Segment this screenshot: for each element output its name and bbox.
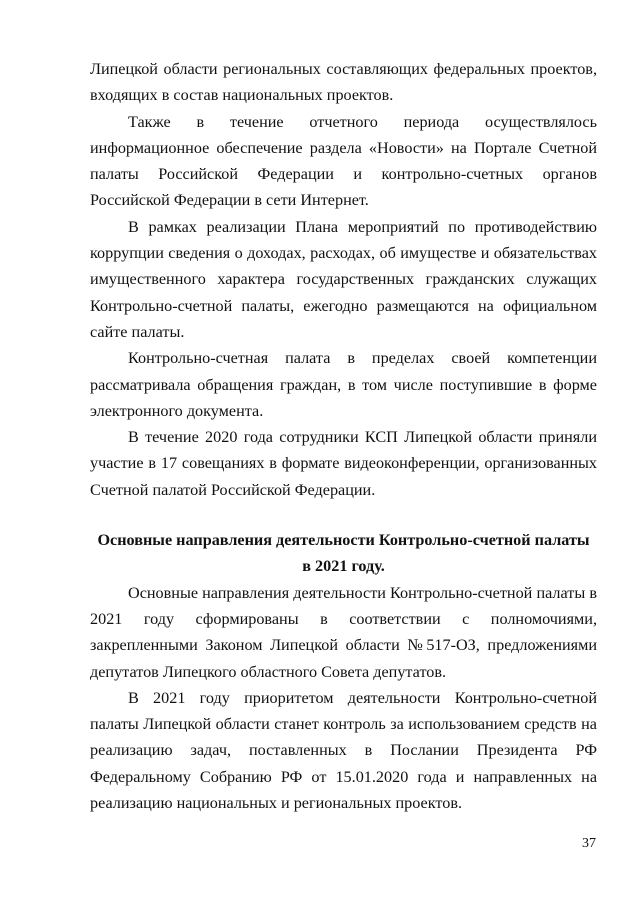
section-heading-line2: в 2021 году.: [302, 557, 385, 576]
section-heading-line1: Основные направления деятельности Контрольно-счетной палаты: [97, 531, 590, 550]
section-heading: [90, 527, 597, 580]
paragraph-main-directions: Основные направления деятельности Контрольно-счетной палаты в 2021 году сформированы в соответствии с полномочиями, закрепленными Законом Липецкой области №517-ОЗ, предложениями депутатов Липецкого областного Совета депутатов.: [90, 583, 597, 681]
paragraph-citizen-appeals: Контрольно-счетная палата в пределах своей компетенции рассматривала обращения граждан, в том числе поступившие в форме электронного документа.: [90, 349, 597, 420]
page-number: 37: [582, 836, 596, 851]
text-body: [90, 56, 597, 816]
paragraph-videoconferences: В течение 2020 года сотрудники КСП Липецкой области приняли участие в 17 совещаниях в формате видеоконференции, организованных Счетной палатой Российской Федерации.: [90, 428, 597, 499]
paragraph-priorities: В 2021 году приоритетом деятельности Контрольно-счетной палаты Липецкой области станет контроль за использованием средств на реализацию задач, поставленных в Послании Президента РФ Федеральному Собранию РФ от 15.01.2020 года и направленных на реализацию национальных и региональных проектов.: [90, 688, 597, 813]
paragraph-news-info: Также в течение отчетного периода осуществлялось информационное обеспечение раздела «Новости» на Портале Счетной палаты Российской Федерации и контрольно-счетных органов Российской Федерации в сети Интернет.: [90, 112, 597, 210]
paragraph-continuation: Липецкой области региональных составляющих федеральных проектов, входящих в состав национальных проектов.: [90, 60, 597, 105]
paragraph-anticorruption: В рамках реализации Плана мероприятий по противодействию коррупции сведения о доходах, расходах, об имуществе и обязательствах имущественного характера государственных гражданских служащих Контрольно-счетной палаты, ежегодно размещаются на официальном сайте палаты.: [90, 217, 597, 341]
